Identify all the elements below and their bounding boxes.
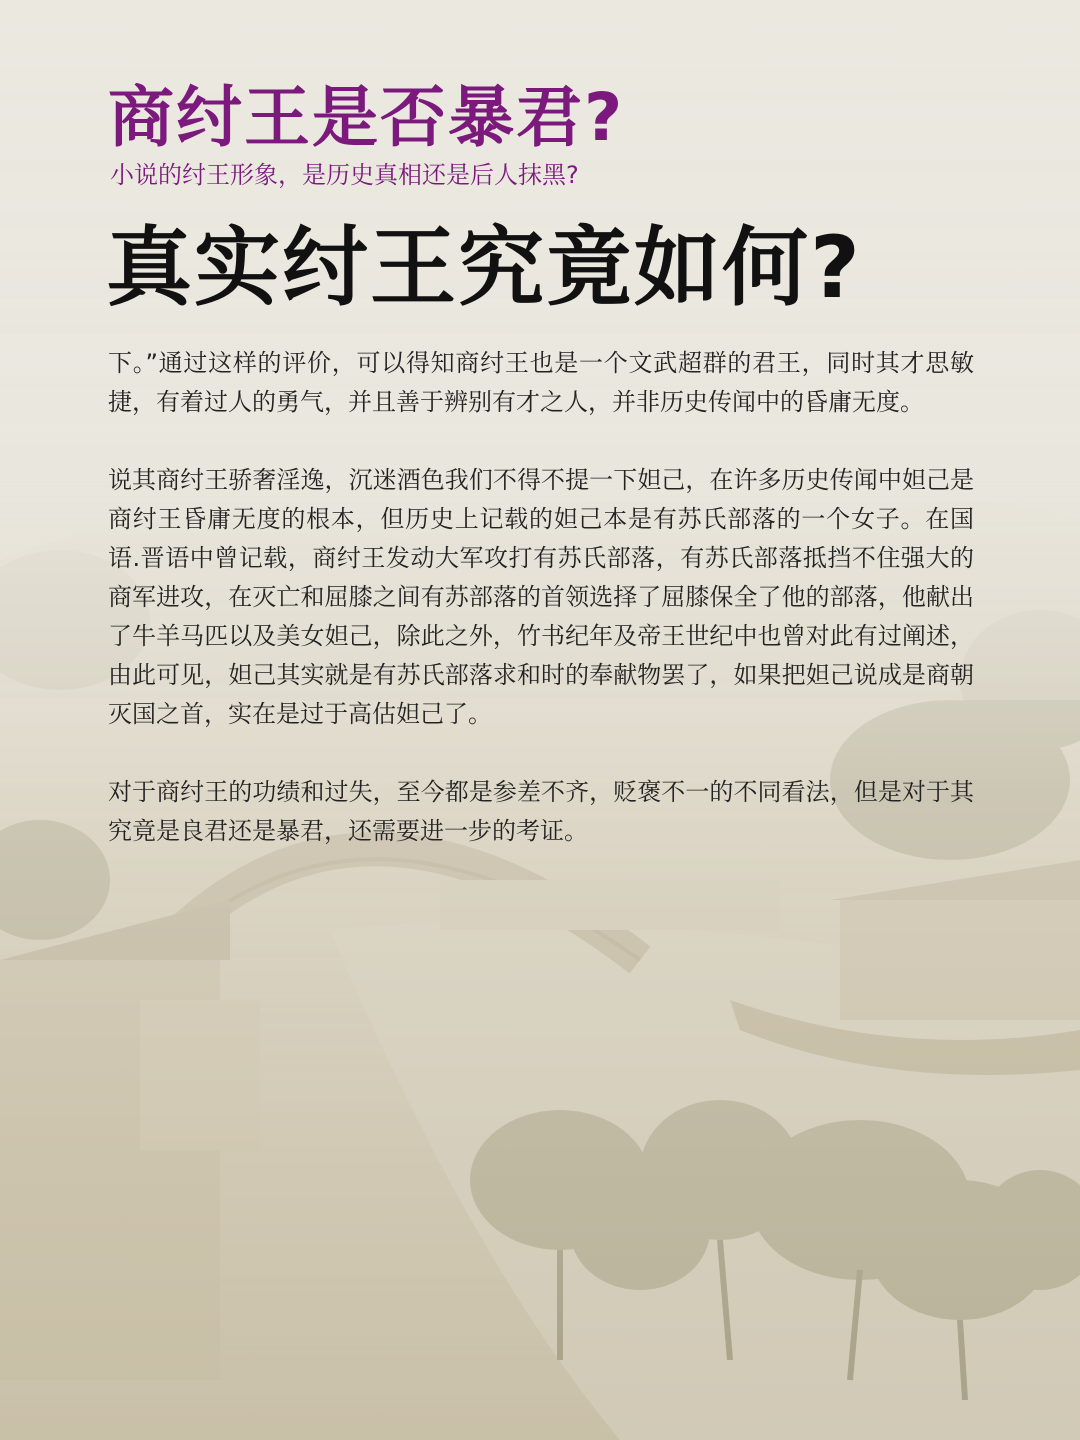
- page-title: 商纣王是否暴君?: [108, 79, 625, 156]
- subtitle: 小说的纣王形象，是历史真相还是后人抹黑?: [110, 161, 579, 189]
- paragraph: 说其商纣王骄奢淫逸，沉迷酒色我们不得不提一下妲己，在许多历史传闻中妲己是商纣王昏庸无度的根本，但历史上记载的妲己本是有苏氏部落的一个女子。在国语.晋语中曾记载，商纣王发动大军攻打有苏氏部落，有苏氏部落抵挡不住强大的商军进攻，在灭亡和屈膝之间有苏部落的首领选择了屈膝保全了他的部落，他献出了牛羊马匹以及美女妲己，除此之外，竹书纪年及帝王世纪中也曾对此有过阐述，由此可见，妲己其实就是有苏氏部落求和时的奉献物罢了，如果把妲己说成是商朝灭国之首，实在是过于高估妲己了。: [108, 466, 974, 728]
- paragraph: 对于商纣王的功绩和过失，至今都是参差不齐，贬褒不一的不同看法，但是对于其究竟是良君还是暴君，还需要进一步的考证。: [108, 778, 974, 845]
- paragraph: 下。”通过这样的评价，可以得知商纣王也是一个文武超群的君王，同时其才思敏捷，有着过人的勇气，并且善于辨别有才之人，并非历史传闻中的昏庸无度。: [108, 349, 974, 416]
- headline: 真实纣王究竟如何?: [106, 218, 862, 318]
- article-body: [108, 344, 974, 890]
